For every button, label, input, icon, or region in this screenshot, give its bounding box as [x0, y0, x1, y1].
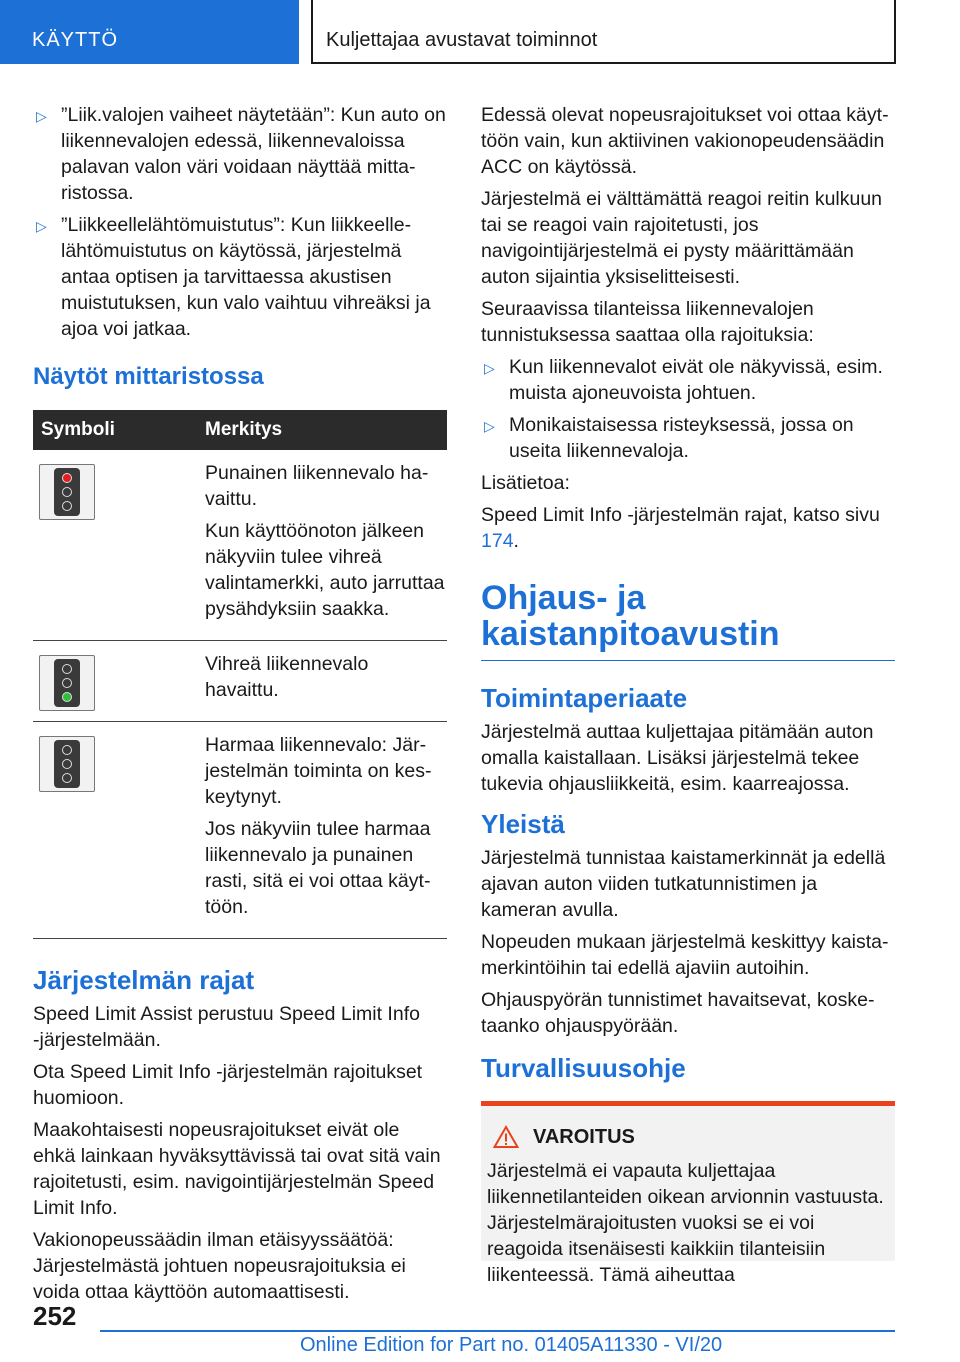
general-heading: Yleistä: [481, 809, 565, 839]
footer-divider: [100, 1330, 895, 1332]
table-row: [33, 722, 447, 939]
table-header: [33, 410, 447, 450]
displays-heading: Näytöt mittaristossa: [33, 363, 264, 390]
lamp: [62, 692, 72, 702]
paragraph: Nopeuden mukaan järjestelmä keskittyy kaistamerkintöihin tai edellä ajaviin autoihin.: [481, 931, 889, 979]
edition-text: Online Edition for Part no. 01405A11330 - VI/20: [300, 1334, 723, 1356]
lamp: [62, 678, 72, 688]
meaning-text: Jos näkyviin tulee harmaa liikennevalo ja punainen rasti, sitä ei voi ottaa käyttöön.: [205, 818, 431, 918]
paragraph: Ohjauspyörän tunnistimet havaitsevat, kosketaanko ohjauspyörään.: [481, 989, 875, 1037]
table-row: [33, 641, 447, 722]
meaning-text: Vihreä liikennevalo havaittu.: [205, 653, 369, 701]
section-title: KÄYTTÖ: [32, 29, 119, 51]
symbol-table: [33, 410, 447, 939]
more-info-reference: Speed Limit Info ‑järjestelmän rajat, katso sivu 174.: [481, 504, 880, 552]
warning-triangle-icon: [493, 1125, 519, 1149]
paragraph: Järjestelmä ei välttämättä reagoi reitin kulkuun tai se reagoi vain rajoitetusti, jos navigointijärjestelmä ei pysty määrittämään auton sijaintia yksiselitteisesti.: [481, 188, 883, 288]
major-heading: Ohjaus- ja kaistanpitoavustin: [481, 580, 895, 661]
bullet-triangle-icon: ▷: [484, 360, 495, 376]
traffic-light-red-icon: [39, 464, 95, 520]
meaning-text: Punainen liikennevalo havaittu.: [205, 462, 429, 510]
safety-heading: Turvallisuusohje: [481, 1053, 686, 1083]
bullet-triangle-icon: ▷: [36, 108, 47, 124]
limits-heading: Järjestelmän rajat: [33, 965, 255, 995]
list-item: ▷ Kun liikennevalot eivät ole näkyvissä, esim. muista ajoneuvoista johtuen.: [484, 356, 883, 404]
chapter-title: Kuljettajaa avustavat toiminnot: [326, 29, 598, 51]
traffic-light-green-icon: [39, 655, 95, 711]
warning-title: VAROITUS: [533, 1126, 635, 1148]
table-row: [33, 450, 447, 641]
list-item: ▷ Monikaistaisessa risteyksessä, jossa on useita liikennevaloja.: [484, 414, 854, 462]
paragraph: Ota Speed Limit Info ‑järjestelmän rajoitukset huomioon.: [33, 1061, 423, 1109]
lamp: [62, 487, 72, 497]
lamp: [62, 745, 72, 755]
lamp: [62, 501, 72, 511]
right-column: [481, 102, 895, 1286]
lamp: [62, 473, 72, 483]
column-header-symbol: Symboli: [41, 419, 115, 440]
paragraph: Järjestelmä auttaa kuljettajaa pitämään auton omalla kaistallaan. Lisäksi järjestelmä tekee tukevia ohjausliikkeitä, esim. kaarreajossa.: [481, 721, 874, 795]
paragraph: Vakionopeussäädin ilman etäisyyssäätöä: Järjestelmästä johtuen nopeusrajoituksia ei voida ottaa käyttöön automaattisesti.: [33, 1229, 406, 1303]
paragraph: Speed Limit Assist perustuu Speed Limit Info ‑järjestelmään.: [33, 1003, 420, 1051]
lamp: [62, 759, 72, 769]
chapter-box: [311, 0, 896, 64]
bullet-triangle-icon: ▷: [484, 418, 495, 434]
meaning-text: Harmaa liikennevalo: Järjestelmän toiminta on keskeytynyt.: [205, 734, 432, 808]
paragraph: Edessä olevat nopeusrajoitukset voi ottaa käyttöön vain, kun aktiivinen vakionopeudensäädin ACC on käytössä.: [481, 104, 889, 178]
page-number: 252: [33, 1301, 77, 1331]
traffic-light-grey-icon: [39, 736, 95, 792]
lamp: [62, 664, 72, 674]
paragraph: Seuraavissa tilanteissa liikennevalojen tunnistuksessa saattaa olla rajoituksia:: [481, 298, 814, 346]
paragraph: Järjestelmä tunnistaa kaistamerkinnät ja edellä ajavan auton viiden tutkatunnistimen ja kameran avulla.: [481, 847, 886, 921]
meaning-text: Kun käyttöönoton jälkeen näkyviin tulee vihreä valintamerkki, auto jarruttaa pysähdyksiin saakka.: [205, 520, 445, 620]
principle-heading: Toimintaperiaate: [481, 683, 688, 713]
more-info-label: Lisätietoa:: [481, 472, 570, 494]
left-column: [33, 102, 447, 1311]
section-tab: [0, 0, 299, 64]
column-header-meaning: Merkitys: [205, 419, 283, 440]
list-item: ▷ ”Liikkeellelähtömuistutus”: Kun liikkeellelähtömuistutus on käytössä, järjestelmä antaa optisen ja tarvittaessa akustisen muistutuksen, kun valo vaihtuu vihreäksi ja ajoa voi jatkaa.: [36, 214, 431, 340]
lamp: [62, 773, 72, 783]
list-item: ▷ ”Liik.valojen vaiheet näytetään”: Kun auto on liikennevalojen edessä, liikennevaloissa palavan valon väri voidaan näyttää mittaristossa.: [36, 104, 446, 204]
page-link[interactable]: 174: [481, 530, 514, 552]
warning-box: [481, 1101, 895, 1286]
bullet-triangle-icon: ▷: [36, 218, 47, 234]
warning-text: Järjestelmä ei vapauta kuljettajaa liikennetilanteiden oikean arvionnin vastuusta. Järjestelmärajoitusten vuoksi se ei voi reagoida itsenäisesti kaikkiin tilanteisiin liikenteessä. Tämä aiheuttaa: [487, 1160, 884, 1286]
paragraph: Maakohtaisesti nopeusrajoitukset eivät ole ehkä lainkaan hyväksyttävissä tai ovat sitä vain rajoitetusti, esim. navigointijärjestelmän Speed Limit Info.: [33, 1119, 441, 1219]
